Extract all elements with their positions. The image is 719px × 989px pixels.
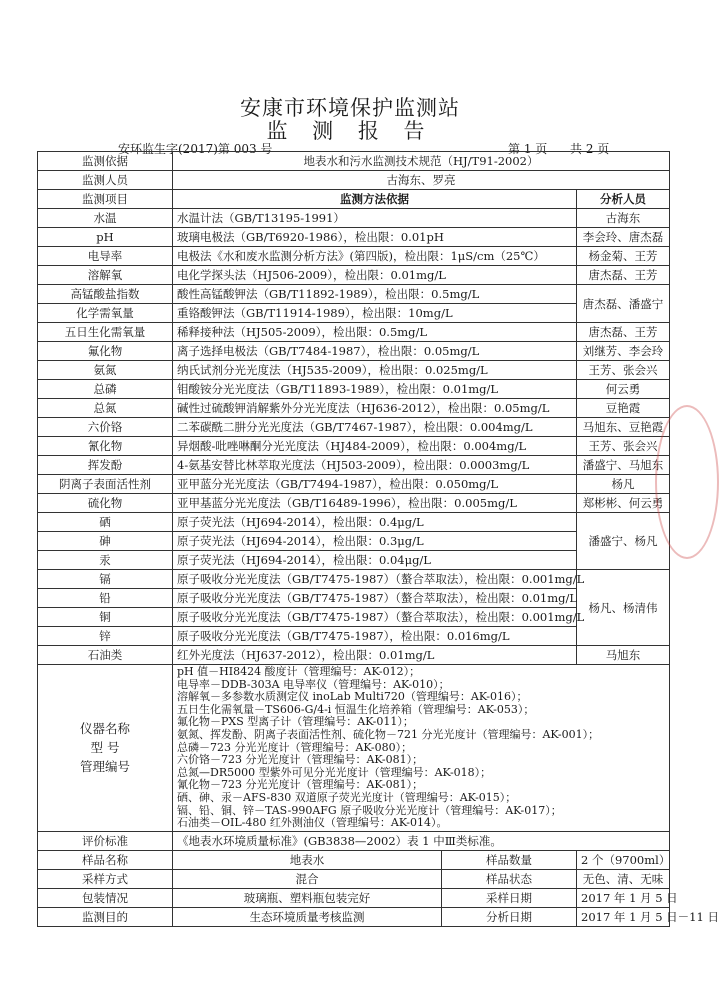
analyst-name: 刘继芳、李会玲 (577, 342, 670, 361)
method-text: 酸性高锰酸钾法（GB/T11892-1989），检出限：0.5mg/L (173, 285, 577, 304)
method-row (38, 228, 670, 247)
item-name: 锌 (38, 627, 173, 646)
analyst-name: 马旭东、豆艳霞 (577, 418, 670, 437)
basis-label: 监测依据 (38, 152, 173, 171)
item-name: 溶解氧 (38, 266, 173, 285)
instruments-list (173, 665, 670, 832)
method-text: 玻璃电极法（GB/T6920-1986），检出限：0.01pH (173, 228, 577, 247)
item-name: 阴离子表面活性剂 (38, 475, 173, 494)
method-row (38, 570, 670, 589)
instrument-line: 五日生化需氧量－TS606-G/4-i 恒温生化培养箱（管理编号：AK-053）； (177, 702, 535, 716)
instrument-line: 总磷－723 分光光度计（管理编号：AK-080）； (177, 740, 413, 754)
report-title: 监 测 报 告 (266, 119, 434, 143)
instruments-label-line: 仪器名称 (79, 721, 130, 737)
method-text: 原子吸收分光光度法（GB/T7475-1987）（螯合萃取法），检出限：0.01mg/L (173, 589, 577, 608)
analysis-value: 2017 年 1 月 5 日－11 日 (577, 907, 670, 926)
method-row (38, 380, 670, 399)
analyst-name: 郑彬彬、何云勇 (577, 494, 670, 513)
method-text: 异烟酸-吡唑啉酮分光光度法（HJ484-2009），检出限：0.004mg/L (173, 437, 577, 456)
col-analyst-header: 分析人员 (577, 190, 670, 209)
instrument-line: 电导率－DDB-303A 电导率仪（管理编号：AK-010）； (177, 677, 450, 691)
item-name: 水温 (38, 209, 173, 228)
sample-info-row (38, 850, 670, 869)
state-value: 无色、清、无味 (577, 869, 670, 888)
analyst-name: 唐杰磊、王芳 (577, 323, 670, 342)
method-row (38, 437, 670, 456)
organization-name: 安康市环境保护监测站 (240, 96, 460, 120)
method-row (38, 266, 670, 285)
item-name: 高锰酸盐指数 (38, 285, 173, 304)
analyst-name: 马旭东 (577, 646, 670, 665)
method-row (38, 209, 670, 228)
package-label: 包装情况 (38, 888, 173, 907)
report-table (37, 151, 719, 927)
instrument-line: 氟化物－PXS 型离子计（管理编号：AK-011）； (177, 715, 414, 729)
sample-count-label: 样品数量 (442, 850, 577, 869)
evaluation-value: 《地表水环境质量标准》(GB3838—2002）表 1 中Ⅲ类标准。 (173, 831, 670, 850)
evaluation-row (38, 831, 670, 850)
item-name: 硫化物 (38, 494, 173, 513)
analyst-name: 王芳、张会兴 (577, 437, 670, 456)
instrument-line: 硒、砷、汞－AFS-830 双道原子荧光光度计（管理编号：AK-015）； (177, 790, 517, 804)
instrument-line: 溶解氧－多参数水质测定仪 inoLab Multi720（管理编号：AK-016）； (177, 690, 528, 704)
staff-row (38, 171, 670, 190)
method-text: 原子荧光法（HJ694-2014），检出限：0.4μg/L (173, 513, 577, 532)
sample-name-value: 地表水 (173, 850, 442, 869)
method-row (38, 418, 670, 437)
method-text: 钼酸铵分光光度法（GB/T11893-1989），检出限：0.01mg/L (173, 380, 577, 399)
document-number: 安环监生字(2017)第 003 号 (118, 142, 273, 156)
method-text: 重铬酸钾法（GB/T11914-1989），检出限：10mg/L (173, 304, 577, 323)
method-row (38, 627, 670, 646)
basis-value: 地表水和污水监测技术规范（HJ/T91-2002） (173, 152, 670, 171)
date-value: 2017 年 1 月 5 日 (577, 888, 670, 907)
item-name: 氰化物 (38, 437, 173, 456)
item-name: 总磷 (38, 380, 173, 399)
method-row (38, 361, 670, 380)
item-name: 总氮 (38, 399, 173, 418)
method-text: 碱性过硫酸钾消解紫外分光光度法（HJ636-2012），检出限：0.05mg/L (173, 399, 577, 418)
instruments-label-line: 管理编号 (79, 759, 130, 775)
method-row (38, 399, 670, 418)
analyst-name: 王芳、张会兴 (577, 361, 670, 380)
analyst-name: 杨金菊、王芳 (577, 247, 670, 266)
method-row (38, 323, 670, 342)
instrument-line: 石油类－OIL-480 红外测油仪（管理编号：AK-014）。 (177, 816, 448, 830)
analyst-name: 杨凡 (577, 475, 670, 494)
purpose-value: 生态环境质量考核监测 (173, 907, 442, 926)
instrument-line: 六价铬－723 分光光度计（管理编号：AK-081）； (177, 753, 424, 767)
method-row (38, 456, 670, 475)
col-method-header: 监测方法依据 (173, 190, 577, 209)
method-text: 原子荧光法（HJ694-2014），检出限：0.3μg/L (173, 532, 577, 551)
red-seal-stamp (655, 405, 719, 559)
method-text: 二苯碳酰二肼分光光度法（GB/T7467-1987），检出限：0.004mg/L (173, 418, 577, 437)
method-row (38, 475, 670, 494)
item-name: 砷 (38, 532, 173, 551)
analyst-name: 唐杰磊、王芳 (577, 266, 670, 285)
method-row (38, 532, 670, 551)
item-name: 电导率 (38, 247, 173, 266)
method-text: 离子选择电极法（GB/T7484-1987），检出限：0.05mg/L (173, 342, 577, 361)
method-text: 原子吸收分光光度法（GB/T7475-1987），检出限：0.016mg/L (173, 627, 577, 646)
method-text: 亚甲基蓝分光光度法（GB/T16489-1996），检出限：0.005mg/L (173, 494, 577, 513)
method-text: 红外光度法（HJ637-2012），检出限：0.01mg/L (173, 646, 577, 665)
method-row (38, 247, 670, 266)
item-name: pH (38, 228, 173, 247)
staff-value: 古海东、罗亮 (173, 171, 670, 190)
analyst-name: 唐杰磊、潘盛宁 (577, 285, 670, 323)
method-label: 采样方式 (38, 869, 173, 888)
item-name: 化学需氧量 (38, 304, 173, 323)
item-name: 五日生化需氧量 (38, 323, 173, 342)
item-name: 铅 (38, 589, 173, 608)
sample-count-value: 2 个（9700ml） (577, 850, 670, 869)
method-text: 电极法《水和废水监测分析方法》(第四版)，检出限：1μS/cm（25℃） (173, 247, 577, 266)
instruments-label-line: 型 号 (90, 740, 120, 756)
method-text: 稀释接种法（HJ505-2009），检出限：0.5mg/L (173, 323, 577, 342)
method-row (38, 342, 670, 361)
instrument-line: pH 值－HI8424 酸度计（管理编号：AK-012）； (177, 665, 421, 678)
item-name: 挥发酚 (38, 456, 173, 475)
method-text: 电化学探头法（HJ506-2009），检出限：0.01mg/L (173, 266, 577, 285)
analyst-name: 李会玲、唐杰磊 (577, 228, 670, 247)
method-row (38, 589, 670, 608)
instrument-line: 氨氮、挥发酚、阴离子表面活性剂、硫化物－721 分光光度计（管理编号：AK-001）； (177, 727, 600, 741)
package-value: 玻璃瓶、塑料瓶包装完好 (173, 888, 442, 907)
item-name: 氟化物 (38, 342, 173, 361)
item-name: 六价铬 (38, 418, 173, 437)
method-text: 原子吸收分光光度法（GB/T7475-1987）（螯合萃取法），检出限：0.001mg/L (173, 570, 577, 589)
method-row (38, 646, 670, 665)
instrument-line: 氰化物－723 分光光度计（管理编号：AK-081）； (177, 778, 424, 792)
page-total: 共 2 页 (570, 142, 610, 156)
item-name: 汞 (38, 551, 173, 570)
analysis-label: 分析日期 (442, 907, 577, 926)
staff-label: 监测人员 (38, 171, 173, 190)
method-text: 水温计法（GB/T13195-1991） (173, 209, 577, 228)
item-name: 氨氮 (38, 361, 173, 380)
col-item-header: 监测项目 (38, 190, 173, 209)
method-row (38, 551, 670, 570)
method-row (38, 513, 670, 532)
item-name: 铜 (38, 608, 173, 627)
analyst-name: 潘盛宁、马旭东 (577, 456, 670, 475)
item-name: 硒 (38, 513, 173, 532)
sample-info-row (38, 888, 670, 907)
method-header-row (38, 190, 670, 209)
basis-row (38, 152, 670, 171)
evaluation-label: 评价标准 (38, 831, 173, 850)
instrument-line: 总氮—DR5000 型紫外可见分光光度计（管理编号：AK-018）； (177, 765, 492, 779)
sample-info-row (38, 907, 670, 926)
method-text: 亚甲蓝分光光度法（GB/T7494-1987），检出限：0.050mg/L (173, 475, 577, 494)
analyst-name: 何云勇 (577, 380, 670, 399)
analyst-name: 杨凡、杨清伟 (577, 570, 670, 646)
analyst-name: 潘盛宁、杨凡 (577, 513, 670, 570)
method-row (38, 494, 670, 513)
instrument-line: 镉、铅、铜、锌－TAS-990AFG 原子吸收分光光度计（管理编号：AK-017）； (177, 803, 562, 817)
method-row (38, 608, 670, 627)
sample-name-label: 样品名称 (38, 850, 173, 869)
analyst-name: 豆艳霞 (577, 399, 670, 418)
method-text: 纳氏试剂分光光度法（HJ535-2009），检出限：0.025mg/L (173, 361, 577, 380)
method-value: 混合 (173, 869, 442, 888)
item-name: 石油类 (38, 646, 173, 665)
sample-info-row (38, 869, 670, 888)
purpose-label: 监测目的 (38, 907, 173, 926)
analyst-name: 古海东 (577, 209, 670, 228)
state-label: 样品状态 (442, 869, 577, 888)
instruments-label (38, 665, 173, 832)
method-row (38, 285, 670, 304)
method-text: 原子吸收分光光度法（GB/T7475-1987）（螯合萃取法），检出限：0.001mg/L (173, 608, 577, 627)
item-name: 镉 (38, 570, 173, 589)
instruments-row (38, 665, 670, 832)
method-text: 4-氨基安替比林萃取光度法（HJ503-2009），检出限：0.0003mg/L (173, 456, 577, 475)
page-number: 第 1 页 (508, 142, 548, 156)
date-label: 采样日期 (442, 888, 577, 907)
method-text: 原子荧光法（HJ694-2014），检出限：0.04μg/L (173, 551, 577, 570)
method-row (38, 304, 670, 323)
